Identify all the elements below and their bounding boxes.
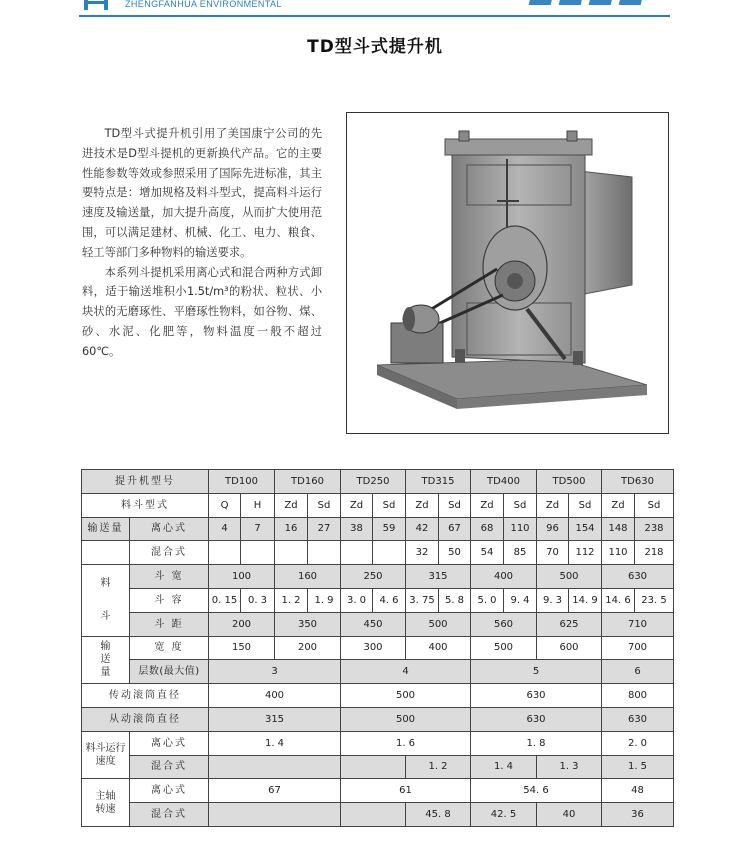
table-cell: 1. 2 xyxy=(275,588,308,612)
table-row-speed-centrifugal xyxy=(82,731,674,755)
model-cell: TD100 xyxy=(209,470,275,494)
table-cell: 0. 15 xyxy=(209,588,241,612)
table-cell: 45. 8 xyxy=(406,803,471,827)
belt-group-label xyxy=(82,636,130,684)
table-cell: 154 xyxy=(569,517,602,541)
model-cell: TD400 xyxy=(471,470,537,494)
table-cell: Zd xyxy=(341,493,373,517)
table-cell: 3. 75 xyxy=(406,588,439,612)
table-row-speed-mixed xyxy=(82,755,674,779)
table-cell: 200 xyxy=(209,612,275,636)
table-cell: Sd xyxy=(504,493,537,517)
model-cell: TD160 xyxy=(275,470,341,494)
table-cell: Sd xyxy=(635,493,674,517)
table-cell: 315 xyxy=(406,565,471,589)
table-cell: 250 xyxy=(341,565,406,589)
model-label: 提升机型号 xyxy=(82,470,209,494)
table-cell: 1. 9 xyxy=(308,588,341,612)
table-cell: 700 xyxy=(602,636,674,660)
table-cell: 14. 6 xyxy=(602,588,635,612)
table-cell: Zd xyxy=(275,493,308,517)
page-header xyxy=(0,0,750,14)
table-cell: 1. 2 xyxy=(406,755,471,779)
table-cell: 48 xyxy=(602,779,674,803)
company-name-en: ZHENGFANHUA ENVIRONMENTAL xyxy=(125,0,282,9)
table-row-bucket-volume xyxy=(82,588,674,612)
table-cell: 4 xyxy=(341,660,471,684)
table-cell: 315 xyxy=(209,707,341,731)
table-cell-empty xyxy=(341,803,406,827)
table-cell: 16 xyxy=(275,517,308,541)
table-cell: 5 xyxy=(471,660,602,684)
model-cell: TD250 xyxy=(341,470,406,494)
bucket-type-label: 料斗型式 xyxy=(82,493,209,517)
centrifugal-label: 离心式 xyxy=(130,731,209,755)
table-cell: Zd xyxy=(471,493,504,517)
table-cell: 50 xyxy=(439,541,471,565)
header-decoration xyxy=(530,0,670,8)
table-cell: 70 xyxy=(537,541,569,565)
drive-drum-label: 传动滚筒直径 xyxy=(82,684,209,708)
mixed-label: 混合式 xyxy=(130,803,209,827)
speed-group-label xyxy=(82,731,130,779)
table-cell: 630 xyxy=(471,684,602,708)
table-cell: 59 xyxy=(373,517,406,541)
table-cell: Zd xyxy=(537,493,569,517)
table-cell: 42. 5 xyxy=(471,803,537,827)
table-cell: 14. 9 xyxy=(569,588,602,612)
table-row-capacity-mixed xyxy=(82,541,674,565)
mixed-label: 混合式 xyxy=(130,541,209,565)
table-cell: 67 xyxy=(439,517,471,541)
table-cell: 400 xyxy=(209,684,341,708)
table-cell-empty xyxy=(341,755,406,779)
table-cell: 5. 8 xyxy=(439,588,471,612)
table-cell: 600 xyxy=(537,636,602,660)
table-cell: 500 xyxy=(341,684,471,708)
spec-table xyxy=(81,469,674,827)
shaft-group-label xyxy=(82,779,130,827)
table-cell: 112 xyxy=(569,541,602,565)
table-cell: Zd xyxy=(406,493,439,517)
table-cell: 68 xyxy=(471,517,504,541)
table-cell: 54 xyxy=(471,541,504,565)
table-cell: 710 xyxy=(602,612,674,636)
table-cell: 148 xyxy=(602,517,635,541)
table-row-bucket-width xyxy=(82,565,674,589)
product-photo xyxy=(346,112,669,434)
table-cell: 200 xyxy=(275,636,341,660)
model-cell: TD500 xyxy=(537,470,602,494)
table-cell: 7 xyxy=(241,517,275,541)
table-cell: 3. 0 xyxy=(341,588,373,612)
table-cell: 150 xyxy=(209,636,275,660)
table-cell: 32 xyxy=(406,541,439,565)
table-cell: Sd xyxy=(439,493,471,517)
table-row-shaft-mixed xyxy=(82,803,674,827)
table-cell: 38 xyxy=(341,517,373,541)
bucket-width-label: 斗 宽 xyxy=(130,565,209,589)
table-cell: 110 xyxy=(504,517,537,541)
table-row-shaft-centrifugal xyxy=(82,779,674,803)
table-cell: 218 xyxy=(635,541,674,565)
table-cell: 630 xyxy=(602,707,674,731)
shaft-group-label-text: 主轴转速 xyxy=(95,790,116,815)
table-cell: 1. 4 xyxy=(209,731,341,755)
intro-paragraph-2: 本系列斗提机采用离心式和混合两种方式卸料，适于输送堆积小1.5t/m³的粉状、粒状、小块状的无磨琢性、平磨琢性物料，如谷物、煤、砂、水泥、化肥等，物料温度一般不超过60℃。 xyxy=(82,265,322,358)
table-cell: 1. 6 xyxy=(341,731,471,755)
capacity-label: 输送量 xyxy=(82,517,130,541)
table-cell-empty xyxy=(209,803,341,827)
table-cell: 4. 6 xyxy=(373,588,406,612)
table-row-belt-width xyxy=(82,636,674,660)
table-row-bucket-type xyxy=(82,493,674,517)
table-cell: 630 xyxy=(471,707,602,731)
table-cell: 1. 3 xyxy=(537,755,602,779)
table-cell: 630 xyxy=(602,565,674,589)
page-title: TD型斗式提升机 xyxy=(307,37,443,57)
table-cell: Sd xyxy=(308,493,341,517)
table-cell: 560 xyxy=(471,612,537,636)
table-cell: 54. 6 xyxy=(471,779,602,803)
header-divider xyxy=(79,15,670,17)
belt-group-label-text: 输送量 xyxy=(100,641,111,679)
table-cell: 500 xyxy=(406,612,471,636)
bucket-group-label-2: 斗 xyxy=(100,611,111,623)
table-cell: 625 xyxy=(537,612,602,636)
table-cell: 61 xyxy=(341,779,471,803)
table-cell: 238 xyxy=(635,517,674,541)
table-cell: Q xyxy=(209,493,241,517)
table-cell: 67 xyxy=(209,779,341,803)
table-cell: 450 xyxy=(341,612,406,636)
table-cell: 400 xyxy=(471,565,537,589)
table-cell-empty xyxy=(209,755,341,779)
table-cell: 300 xyxy=(341,636,406,660)
table-cell: 1. 8 xyxy=(471,731,602,755)
table-cell: 1. 5 xyxy=(602,755,674,779)
table-cell-empty xyxy=(373,541,406,565)
table-cell: 23. 5 xyxy=(635,588,674,612)
table-cell: 500 xyxy=(537,565,602,589)
table-cell: 400 xyxy=(406,636,471,660)
table-cell: 500 xyxy=(471,636,537,660)
table-cell: 4 xyxy=(209,517,241,541)
table-cell: 1. 4 xyxy=(471,755,537,779)
table-cell: H xyxy=(241,493,275,517)
intro-paragraph-1: TD型斗式提升机引用了美国康宁公司的先进技术是D型斗提机的更新换代产品。它的主要性能参数等效或参照采用了国际先进标准，其主要特点是：增加规格及料斗型式，提高料斗运行速度及输送量，加大提升高度，从而扩大使用范围，可以满足建材、机械、化工、电力、粮食、轻工等部门多种物料的输送要求。 xyxy=(82,127,322,259)
table-cell: 800 xyxy=(602,684,674,708)
bucket-pitch-label: 斗 距 xyxy=(130,612,209,636)
table-cell: 3 xyxy=(209,660,341,684)
table-cell: 6 xyxy=(602,660,674,684)
speed-group-label-text: 料斗运行速度 xyxy=(85,743,126,768)
table-row-bucket-pitch xyxy=(82,612,674,636)
centrifugal-label: 离心式 xyxy=(130,779,209,803)
company-logo-icon xyxy=(84,0,114,10)
table-cell-empty xyxy=(209,541,241,565)
bucket-elevator-illustration xyxy=(347,113,668,433)
belt-layers-label: 层数(最大值) xyxy=(130,660,209,684)
table-cell: 0. 3 xyxy=(241,588,275,612)
table-cell: Sd xyxy=(373,493,406,517)
intro-text xyxy=(82,124,322,362)
table-row-drive-drum xyxy=(82,684,674,708)
table-cell: 100 xyxy=(209,565,275,589)
table-cell: 85 xyxy=(504,541,537,565)
table-cell: 110 xyxy=(602,541,635,565)
table-cell-empty xyxy=(82,541,130,565)
driven-drum-label: 从动滚筒直径 xyxy=(82,707,209,731)
table-cell-empty xyxy=(308,541,341,565)
table-row-belt-layers xyxy=(82,660,674,684)
table-cell-empty xyxy=(341,541,373,565)
mixed-label: 混合式 xyxy=(130,755,209,779)
table-cell: 9. 4 xyxy=(504,588,537,612)
model-cell: TD630 xyxy=(602,470,674,494)
centrifugal-label: 离心式 xyxy=(130,517,209,541)
table-cell: 2. 0 xyxy=(602,731,674,755)
table-cell-empty xyxy=(241,541,275,565)
table-cell: 96 xyxy=(537,517,569,541)
table-cell: Sd xyxy=(569,493,602,517)
table-cell: 27 xyxy=(308,517,341,541)
table-cell: 500 xyxy=(341,707,471,731)
table-cell: 9. 3 xyxy=(537,588,569,612)
table-cell: Zd xyxy=(602,493,635,517)
model-cell: TD315 xyxy=(406,470,471,494)
table-cell: 36 xyxy=(602,803,674,827)
table-cell: 40 xyxy=(537,803,602,827)
table-row-capacity-centrifugal xyxy=(82,517,674,541)
bucket-group-label-1: 料 xyxy=(100,578,111,590)
bucket-group-label xyxy=(82,565,130,636)
bucket-volume-label: 斗 容 xyxy=(130,588,209,612)
table-cell: 5. 0 xyxy=(471,588,504,612)
table-cell: 160 xyxy=(275,565,341,589)
belt-width-label: 宽 度 xyxy=(130,636,209,660)
table-cell-empty xyxy=(275,541,308,565)
table-row-models xyxy=(82,470,674,494)
table-row-driven-drum xyxy=(82,707,674,731)
table-cell: 350 xyxy=(275,612,341,636)
table-cell: 42 xyxy=(406,517,439,541)
